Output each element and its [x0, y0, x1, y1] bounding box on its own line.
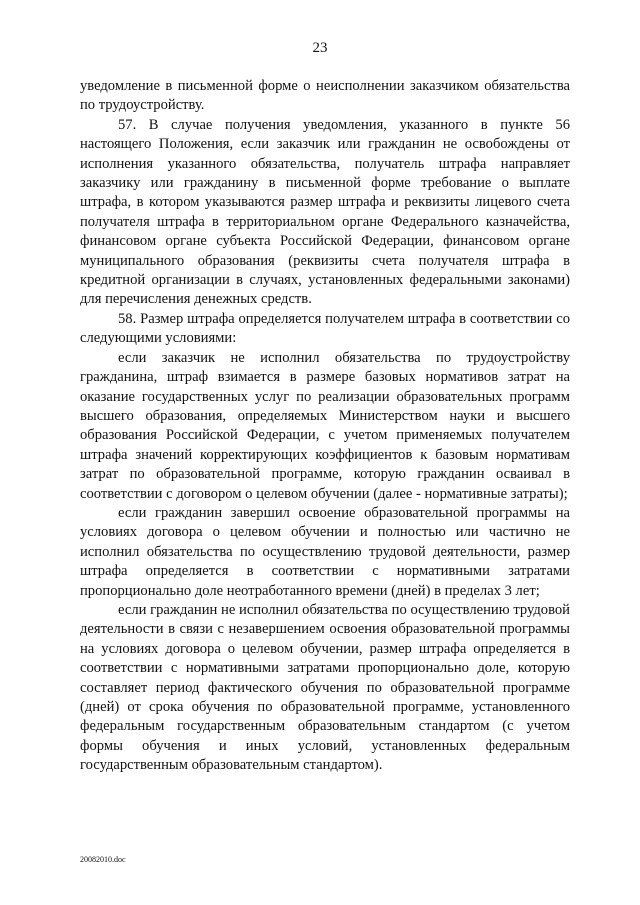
paragraph-item-58: 58. Размер штрафа определяется получателем штрафа в соответствии со следующими условиями: [80, 310, 570, 347]
footer-filename: 20082010.doc [80, 855, 126, 864]
paragraph-condition-3: если гражданин не исполнил обязательства по осуществлению трудовой деятельности в связи с незавершением освоения образовательной программы на условиях договора о целевом обучении, размер штрафа определяется в соответствии с нормативными затратами пропорционально доле, которую составляет период фактического обучения по образовательной программе (дней) от срока обучения по образовательной программе, установленного федеральным государственным образовательным стандартом (с учетом формы обучения и иных условий, установленных федеральным государственным образовательным стандартом). [80, 601, 570, 774]
paragraph-continuation: уведомление в письменной форме о неисполнении заказчиком обязательства по трудоустройству. [80, 78, 570, 114]
paragraph-condition-1: если заказчик не исполнил обязательства по трудоустройству гражданина, штраф взимается в размере базовых нормативов затрат на оказание государственных услуг по реализации образовательных программ высшего образования, определяемых Министерством науки и высшего образования Российской Федерации, с учетом применяемых получателем штрафа значений корректирующих коэффициентов к базовым нормативам затрат по образовательной программе, которую гражданин осваивал в соответствии с договором о целевом обучении (далее - нормативные затраты); [80, 349, 570, 502]
page-number: 23 [312, 40, 328, 56]
paragraph-item-57: 57. В случае получения уведомления, указанного в пункте 56 настоящего Положения, если заказчик или гражданин не освобождены от исполнения указанного обязательства, получатель штрафа направляет заказчику или гражданину в письменной форме требование о выплате штрафа, в котором указываются размер штрафа и реквизиты лицевого счета получателя штрафа в территориальном органе Федерального казначейства, финансовом органе субъекта Российской Федерации, финансовом органе муниципального образования (реквизиты счета получателя штрафа в кредитной организации в случаях, установленных федеральными законами) для перечисления денежных средств. [80, 116, 570, 308]
document-body [80, 77, 570, 776]
paragraph-condition-2: если гражданин завершил освоение образовательной программы на условиях договора о целевом обучении и полностью или частично не исполнил обязательства по осуществлению трудовой деятельности, размер штрафа определяется в соответствии с нормативными затратами пропорционально доле неотработанного времени (дней) в пределах 3 лет; [80, 504, 570, 599]
